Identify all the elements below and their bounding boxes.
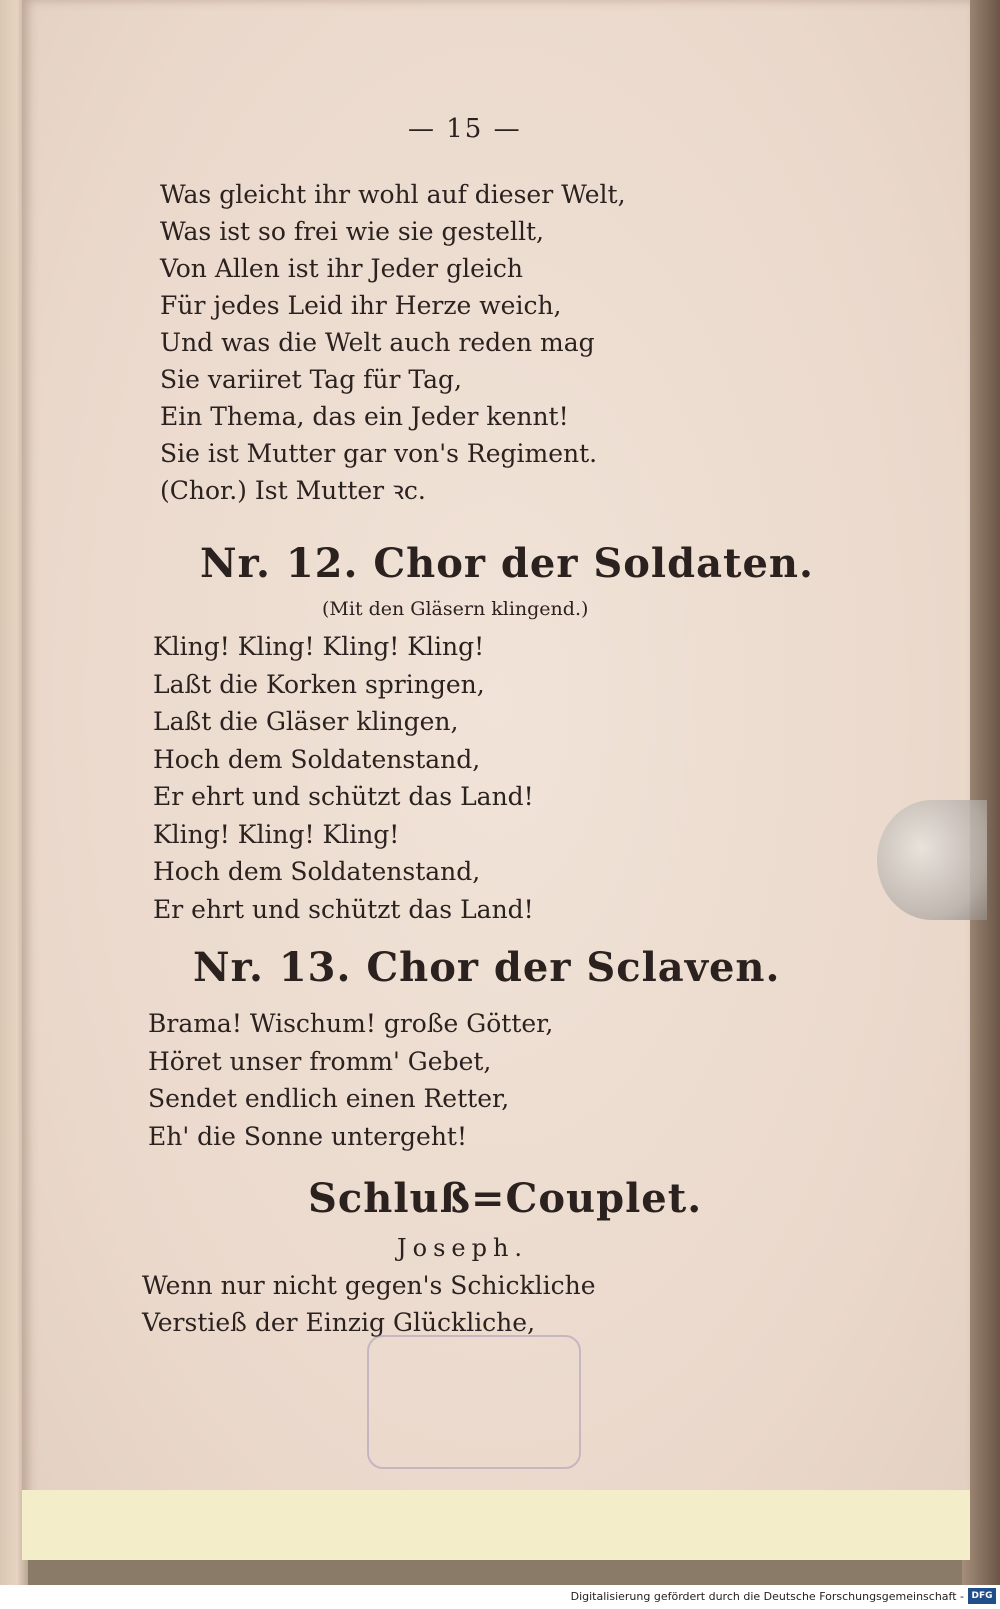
verse-line: Verstieß der Einzig Glückliche, — [142, 1308, 536, 1337]
verse-line: Laßt die Korken springen, — [153, 669, 485, 699]
page-number: — 15 — — [408, 114, 522, 144]
verse-line: Eh' die Sonne untergeht! — [148, 1121, 468, 1151]
verse-line: Was ist so frei wie sie gestellt, — [160, 217, 544, 246]
verse-line: Brama! Wischum! große Götter, — [148, 1009, 554, 1038]
final-couplet-verses — [142, 1267, 596, 1341]
section-12-verses — [153, 628, 534, 928]
verse-line: Er ehrt und schützt das Land! — [153, 782, 534, 811]
verse-line: Sie variiret Tag für Tag, — [160, 365, 463, 394]
verse-line: Höret unser fromm' Gebet, — [148, 1046, 492, 1076]
verse-line: Laßt die Gläser klingen, — [153, 707, 459, 736]
verse-line: Für jedes Leid ihr Herze weich, — [160, 291, 562, 320]
verse-line: Sendet endlich einen Retter, — [148, 1084, 510, 1113]
stanza-1 — [160, 176, 626, 509]
dfg-logo-icon: DFG — [968, 1588, 996, 1604]
page-clip — [877, 800, 987, 920]
verse-line: Ein Thema, das ein Jeder kennt! — [160, 402, 569, 431]
verse-line: Er ehrt und schützt das Land! — [153, 894, 534, 924]
library-stamp — [367, 1335, 581, 1469]
page-bottom-strip — [22, 1490, 970, 1560]
section-12-stage-direction: (Mit den Gläsern klingend.) — [322, 598, 589, 620]
verse-line: Kling! Kling! Kling! Kling! — [153, 632, 485, 661]
verse-line: Wenn nur nicht gegen's Schickliche — [142, 1271, 596, 1300]
verse-line: Kling! Kling! Kling! — [153, 819, 400, 849]
verse-line: Sie ist Mutter gar von's Regiment. — [160, 439, 598, 468]
funding-notice: Digitalisierung gefördert durch die Deutsche Forschungsgemeinschaft - — [570, 1590, 964, 1603]
section-13-verses — [148, 1005, 553, 1155]
footer-bar — [0, 1585, 1000, 1609]
verse-line: Und was die Welt auch reden mag — [160, 328, 595, 357]
speaker-name: Joseph. — [397, 1234, 529, 1262]
verse-line: Was gleicht ihr wohl auf dieser Welt, — [160, 180, 626, 209]
final-couplet-heading: Schluß=Couplet. — [308, 1175, 703, 1222]
section-13-heading: Nr. 13. Chor der Sclaven. — [193, 944, 781, 991]
chorus-note: (Chor.) Ist Mutter ꝛc. — [160, 476, 426, 505]
verse-line: Von Allen ist ihr Jeder gleich — [160, 254, 523, 283]
verse-line: Hoch dem Soldatenstand, — [153, 857, 481, 886]
verse-line: Hoch dem Soldatenstand, — [153, 744, 481, 774]
section-12-heading: Nr. 12. Chor der Soldaten. — [200, 540, 814, 587]
